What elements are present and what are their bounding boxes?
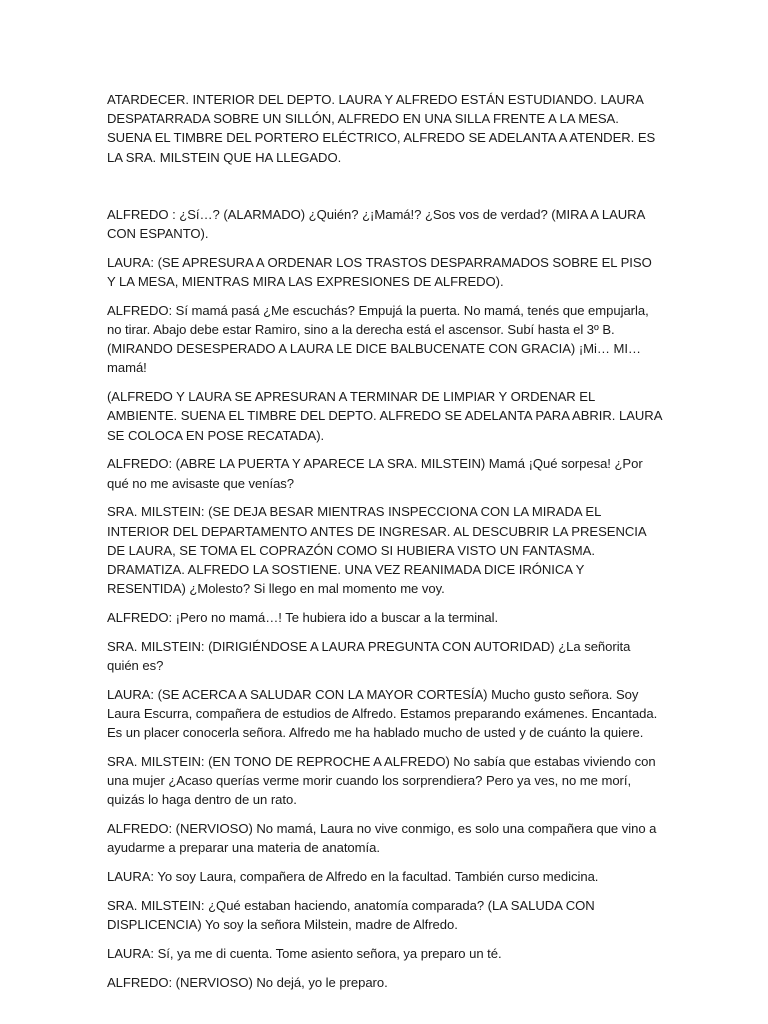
dialogue-paragraph: LAURA: Yo soy Laura, compañera de Alfredo en la facultad. También curso medicina. — [107, 869, 599, 885]
stage-direction-intro: ATARDECER. INTERIOR DEL DEPTO. LAURA Y ALFREDO ESTÁN ESTUDIANDO. LAURA DESPATARRADA SOBRE UN SILLÓN, ALFREDO EN UNA SILLA FRENTE A LA MESA. SUENA EL TIMBRE DEL PORTERO ELÉCTRICO, ALFREDO SE ADELANTA A ATENDER. ES LA SRA. MILSTEIN QUE HA LLEGADO. — [107, 92, 656, 165]
dialogue-paragraph: SRA. MILSTEIN: (SE DEJA BESAR MIENTRAS INSPECCIONA CON LA MIRADA EL INTERIOR DEL DEPARTAMENTO ANTES DE INGRESAR. AL DESCUBRIR LA PRESENCIA DE LAURA, SE TOMA EL COPRAZÓN COMO SI HUBIERA VISTO UN FANTASMA. DRAMATIZA. ALFREDO LA SOSTIENE. UNA VEZ REANIMADA DICE IRÓNICA Y RESENTIDA) ¿Molesto? Si llego en mal momento me voy. — [107, 504, 646, 597]
dialogue-paragraph: ALFREDO: Sí mamá pasá ¿Me escuchás? Empujá la puerta. No mamá, tenés que empujarla, no tirar. Abajo debe estar Ramiro, sino a la derecha está el ascensor. Subí hasta el 3º B. (MIRANDO DESESPERADO A LAURA LE DICE BALBUCENATE CON GRACIA) ¡Mi… MI… mamá! — [107, 302, 649, 376]
dialogue-paragraph: SRA. MILSTEIN: (DIRIGIÉNDOSE A LAURA PREGUNTA CON AUTORIDAD) ¿La señorita quién es? — [107, 638, 631, 674]
dialogue-paragraph: LAURA: (SE ACERCA A SALUDAR CON LA MAYOR CORTESÍA) Mucho gusto señora. Soy Laura Escurra, compañera de estudios de Alfredo. Estamos preparando exámenes. Encantada. Es un placer conocerla señora. Alfredo me ha hablado mucho de usted y de cuánto la quiere. — [107, 686, 658, 741]
document-page — [107, 90, 663, 1002]
dialogue-paragraph: SRA. MILSTEIN: ¿Qué estaban haciendo, anatomía comparada? (LA SALUDA CON DISPLICENCIA) Yo soy la señora Milstein, madre de Alfredo. — [107, 898, 595, 933]
stage-direction-paragraph: (ALFREDO Y LAURA SE APRESURAN A TERMINAR DE LIMPIAR Y ORDENAR EL AMBIENTE. SUENA EL TIMBRE DEL DEPTO. ALFREDO SE ADELANTA PARA ABRIR. LAURA SE COLOCA EN POSE RECATADA). — [107, 389, 662, 443]
dialogue-paragraph: ALFREDO: ¡Pero no mamá…! Te hubiera ido a buscar a la terminal. — [107, 610, 499, 626]
dialogue-paragraph: SRA. MILSTEIN: (EN TONO DE REPROCHE A ALFREDO) No sabía que estabas viviendo con una mujer ¿Acaso querías verme morir cuando los sorprendiera? Pero ya ves, no me morí, quizás lo haga dentro de un rato. — [107, 754, 656, 808]
dialogue-paragraph: ALFREDO : ¿Sí…? (ALARMADO) ¿Quién? ¿¡Mamá!? ¿Sos vos de verdad? (MIRA A LAURA CON ESPANTO). — [107, 206, 645, 242]
dialogue-paragraph: ALFREDO: (NERVIOSO) No dejá, yo le preparo. — [107, 974, 388, 990]
dialogue-paragraph: ALFREDO: (NERVIOSO) No mamá, Laura no vive conmigo, es solo una compañera que vino a ayudarme a preparar una materia de anatomía. — [107, 821, 657, 856]
dialogue-paragraph: LAURA: Sí, ya me di cuenta. Tome asiento señora, ya preparo un té. — [107, 946, 502, 962]
dialogue-paragraph: LAURA: (SE APRESURA A ORDENAR LOS TRASTOS DESPARRAMADOS SOBRE EL PISO Y LA MESA, MIENTRAS MIRA LAS EXPRESIONES DE ALFREDO). — [107, 254, 652, 290]
dialogue-paragraph: ALFREDO: (ABRE LA PUERTA Y APARECE LA SRA. MILSTEIN) Mamá ¡Qué sorpesa! ¿Por qué no me avisaste que venías? — [107, 456, 643, 491]
